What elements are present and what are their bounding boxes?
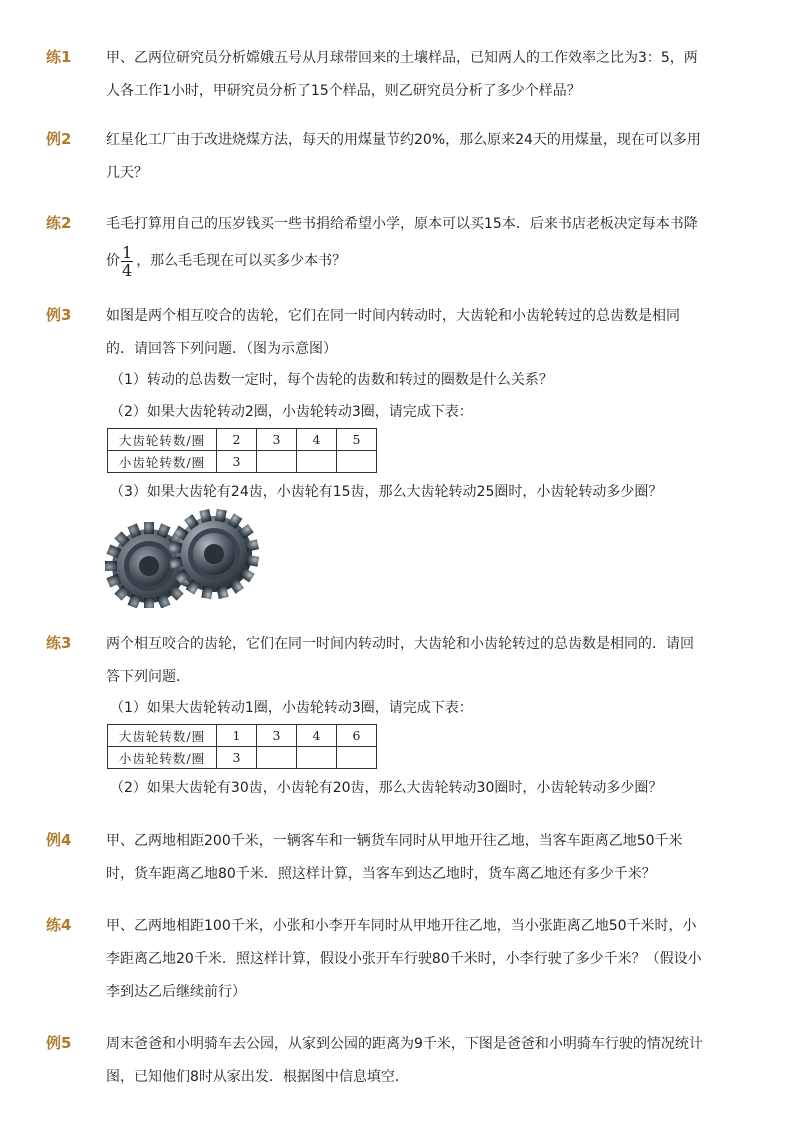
table-cell [297, 451, 337, 473]
problem-text [106, 1028, 718, 1094]
gear-table [107, 724, 377, 769]
text-line: 李到达乙后继续前行） [106, 984, 246, 1000]
table-header-cell: 大齿轮转数/圈 [108, 725, 217, 747]
fraction-denominator: 4 [122, 260, 133, 280]
problem-tag: 练4 [46, 916, 72, 934]
question-1: （1）如果大齿轮转动1圈，小齿轮转动3圈，请完成下表： [110, 700, 473, 716]
table-cell [257, 747, 297, 769]
text-fragment: ，那么毛毛现在可以买多少本书？ [136, 253, 347, 269]
text-line: 人各工作1小时，甲研究员分析了15个样品，则乙研究员分析了多少个样品？ [106, 83, 581, 99]
problem-text [106, 124, 718, 190]
table-header-cell: 大齿轮转数/圈 [108, 429, 217, 451]
question-2: （2）如果大齿轮转动2圈，小齿轮转动3圈，请完成下表： [110, 404, 473, 420]
table-cell: 4 [297, 725, 337, 747]
gears-illustration [102, 508, 262, 608]
table-cell: 3 [257, 429, 297, 451]
table-row [108, 725, 377, 747]
fraction-numerator: 1 [122, 242, 133, 262]
problem-tag: 例2 [46, 130, 72, 148]
text-line: 红星化工厂由于改进烧煤方法，每天的用煤量节约20%，那么原来24天的用煤量，现在可以多用 [106, 132, 701, 148]
table-cell: 2 [217, 429, 257, 451]
text-line: 的．请回答下列问题．（图为示意图） [106, 341, 337, 357]
text-line: 时，货车距离乙地80千米．照这样计算，当客车到达乙地时，货车离乙地还有多少千米？ [106, 866, 656, 882]
table-cell: 1 [217, 725, 257, 747]
text-line: 如图是两个相互咬合的齿轮，它们在同一时间内转动时，大齿轮和小齿轮转过的总齿数是相同 [106, 308, 680, 324]
problem-tag: 例3 [46, 306, 72, 324]
text-line: 李距离乙地20千米．照这样计算，假设小张开车行驶80千米时，小李行驶了多少千米？（假设小 [106, 951, 702, 967]
table-row [108, 451, 377, 473]
problem-text [106, 628, 718, 694]
table-cell [337, 747, 377, 769]
problem-tag: 练3 [46, 634, 72, 652]
table-row [108, 429, 377, 451]
question-3: （3）如果大齿轮有24齿，小齿轮有15齿，那么大齿轮转动25圈时，小齿轮转动多少圈？ [110, 484, 663, 500]
problem-tag: 练2 [46, 214, 72, 232]
table-cell: 3 [217, 451, 257, 473]
table-cell [257, 451, 297, 473]
text-line: 图，已知他们8时从家出发．根据图中信息填空． [106, 1069, 409, 1085]
question-2: （2）如果大齿轮有30齿，小齿轮有20齿，那么大齿轮转动30圈时，小齿轮转动多少圈？ [110, 780, 663, 796]
table-cell: 6 [337, 725, 377, 747]
text-line: 甲、乙两地相距100千米，小张和小李开车同时从甲地开往乙地，当小张距离乙地50千米时，小 [106, 918, 697, 934]
table-cell [337, 451, 377, 473]
text-line: 周末爸爸和小明骑车去公园，从家到公园的距离为9千米，下图是爸爸和小明骑车行驶的情况统计 [106, 1036, 703, 1052]
text-line: 答下列问题． [106, 669, 190, 685]
text-line: 两个相互咬合的齿轮，它们在同一时间内转动时，大齿轮和小齿轮转过的总齿数是相同的．请回 [106, 636, 694, 652]
table-header-cell: 小齿轮转数/圈 [108, 451, 217, 473]
problem-text [106, 910, 718, 1009]
text-line: 几天？ [106, 165, 148, 181]
text-fragment: 价 [106, 253, 120, 269]
problem-tag: 练1 [46, 48, 72, 66]
right-gear [169, 509, 259, 599]
problem-text [106, 208, 718, 281]
table-cell: 4 [297, 429, 337, 451]
problem-tag: 例5 [46, 1034, 72, 1052]
table-row [108, 747, 377, 769]
problem-text [106, 300, 718, 366]
gear-table [107, 428, 377, 473]
table-cell: 3 [217, 747, 257, 769]
problem-tag: 例4 [46, 831, 72, 849]
question-1: （1）转动的总齿数一定时，每个齿轮的齿数和转过的圈数是什么关系？ [110, 372, 553, 388]
text-line-with-fraction [106, 241, 718, 281]
table-cell [297, 747, 337, 769]
problem-text [106, 42, 718, 108]
table-cell: 5 [337, 429, 377, 451]
problem-text [106, 825, 718, 891]
fraction [121, 244, 133, 279]
text-line: 毛毛打算用自己的压岁钱买一些书捐给希望小学，原本可以买15本．后来书店老板决定每本书降 [106, 216, 698, 232]
text-line: 甲、乙两地相距200千米，一辆客车和一辆货车同时从甲地开往乙地，当客车距离乙地50千米 [106, 833, 683, 849]
table-cell: 3 [257, 725, 297, 747]
table-header-cell: 小齿轮转数/圈 [108, 747, 217, 769]
text-line: 甲、乙两位研究员分析嫦娥五号从月球带回来的土壤样品，已知两人的工作效率之比为3：5，两 [106, 50, 698, 66]
